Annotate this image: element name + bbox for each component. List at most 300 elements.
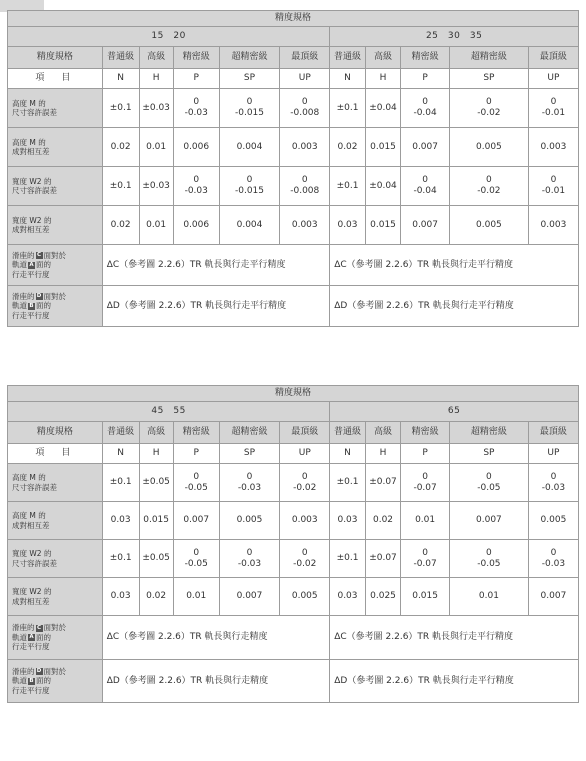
grade-code: SP xyxy=(449,69,528,89)
value-text: 0.01 xyxy=(478,591,499,602)
row-label xyxy=(8,206,103,245)
grade-code: N xyxy=(330,69,366,89)
value-text: 0.006 xyxy=(183,141,210,152)
row-label-line: 尺寸容許誤差 xyxy=(12,186,57,195)
value-cell xyxy=(139,540,173,578)
row-label xyxy=(8,660,103,703)
grade-header: 普通級 xyxy=(102,47,139,69)
value-text: -0.07 xyxy=(413,482,437,493)
label-text: 面的 xyxy=(36,301,51,311)
row-label xyxy=(8,464,103,502)
value-cell xyxy=(173,464,219,502)
value-text: 0 xyxy=(193,175,200,186)
value-cell xyxy=(365,578,401,616)
value-text: -0.03 xyxy=(237,482,262,493)
value-text: -0.03 xyxy=(541,482,566,493)
parallelism-note-left: ΔD（參考圖 2.2.6）TR 軌長與行走平行精度 xyxy=(102,286,330,327)
label-text: 面的 xyxy=(36,260,51,270)
value-text: 0.003 xyxy=(540,141,567,152)
label-text: 面對於 xyxy=(43,250,66,260)
row-label xyxy=(8,89,103,128)
value-cell xyxy=(330,464,366,502)
value-text: -0.03 xyxy=(541,558,566,569)
value-text: 0.003 xyxy=(291,515,318,526)
value-cell xyxy=(102,578,139,616)
row-label-line: 行走平行度 xyxy=(12,269,50,279)
value-text: 0 xyxy=(246,175,253,186)
row-label-line xyxy=(12,301,102,310)
parallelism-note-left: ΔD（參考圖 2.2.6）TR 軌長與行走精度 xyxy=(102,660,330,703)
value-text: -0.015 xyxy=(234,186,264,196)
value-text: ±0.03 xyxy=(142,102,170,113)
grade-header: 高級 xyxy=(139,422,173,444)
value-text: 0.01 xyxy=(146,141,167,152)
row-label-line: 成對相互差 xyxy=(12,225,50,234)
value-text: 0.004 xyxy=(236,141,263,152)
row-label-line: 寬度 W2 的 xyxy=(12,176,52,186)
value-cell xyxy=(365,167,401,206)
value-cell xyxy=(401,540,450,578)
grade-code: H xyxy=(365,69,401,89)
label-text: 面對於 xyxy=(43,291,66,301)
value-text: 0 xyxy=(301,97,308,108)
value-cell xyxy=(449,578,528,616)
grade-header: 最頂級 xyxy=(280,422,330,444)
value-cell xyxy=(528,167,578,206)
grade-header: 超精密級 xyxy=(449,47,528,69)
value-text: 0.025 xyxy=(370,591,396,602)
value-text: -0.05 xyxy=(184,482,208,493)
value-text: 0.007 xyxy=(412,219,438,230)
value-cell xyxy=(528,464,578,502)
table-row xyxy=(8,206,579,245)
grade-code: UP xyxy=(528,444,578,464)
size-group-right: 25 30 35 xyxy=(330,27,579,47)
grade-code: N xyxy=(330,444,366,464)
value-text: 0.003 xyxy=(291,141,318,152)
value-cell xyxy=(219,128,280,167)
grade-code: H xyxy=(139,444,173,464)
value-text: ±0.05 xyxy=(142,477,170,488)
value-text: 0 xyxy=(550,547,557,558)
grade-code: N xyxy=(102,444,139,464)
value-text: -0.05 xyxy=(184,558,208,569)
value-cell xyxy=(330,578,366,616)
value-cell xyxy=(365,89,401,128)
value-cell xyxy=(219,502,280,540)
value-cell xyxy=(365,128,401,167)
value-cell xyxy=(102,167,139,206)
row-label xyxy=(8,286,103,327)
value-cell xyxy=(219,206,280,245)
value-cell xyxy=(280,206,330,245)
value-text: ±0.07 xyxy=(369,477,397,488)
label-text: 軌道 xyxy=(12,632,27,642)
value-cell xyxy=(102,464,139,502)
value-cell xyxy=(280,128,330,167)
value-text: 0.005 xyxy=(291,591,318,602)
grade-code: UP xyxy=(280,444,330,464)
value-text: -0.03 xyxy=(184,108,208,118)
grade-code: P xyxy=(173,69,219,89)
value-cell xyxy=(449,464,528,502)
value-cell xyxy=(449,502,528,540)
value-text: ±0.1 xyxy=(336,553,359,564)
row-label-line: 高度 M 的 xyxy=(12,511,46,521)
value-text: 0 xyxy=(422,547,428,558)
size-group-left: 15 20 xyxy=(8,27,330,47)
grade-header: 普通級 xyxy=(330,422,366,444)
value-text: 0.007 xyxy=(412,141,438,152)
value-text: 0.004 xyxy=(236,219,263,230)
value-cell xyxy=(330,540,366,578)
table-row xyxy=(8,89,579,128)
face-key-badge: B xyxy=(29,677,34,684)
value-text: 0 xyxy=(193,547,200,558)
table-title: 精度規格 xyxy=(8,11,579,27)
face-key-badge: D xyxy=(36,668,42,675)
value-cell xyxy=(219,89,280,128)
row-label-line: 成對相互差 xyxy=(12,147,50,156)
row-label-line: 寬度 W2 的 xyxy=(12,587,52,597)
grade-code: P xyxy=(173,444,219,464)
value-text: 0 xyxy=(486,547,492,558)
value-text: 0.03 xyxy=(337,219,358,230)
row-label-line xyxy=(12,251,102,260)
value-text: 0 xyxy=(486,175,492,186)
value-text: 0.015 xyxy=(370,219,396,230)
value-cell xyxy=(528,206,578,245)
value-text: 0.02 xyxy=(146,591,167,602)
label-text: 面的 xyxy=(36,632,51,642)
value-text: 0.01 xyxy=(186,591,207,602)
value-cell xyxy=(449,167,528,206)
value-text: ±0.05 xyxy=(142,553,170,564)
value-cell xyxy=(219,167,280,206)
face-key-badge: D xyxy=(36,293,42,300)
value-text: -0.008 xyxy=(290,108,320,118)
row-label xyxy=(8,578,103,616)
value-cell xyxy=(449,540,528,578)
value-cell xyxy=(528,502,578,540)
value-cell xyxy=(401,206,450,245)
value-text: 0.02 xyxy=(337,141,358,152)
row-label xyxy=(8,128,103,167)
parallelism-note-left: ΔC（參考圖 2.2.6）TR 軌長與行走平行精度 xyxy=(102,245,330,286)
table-row xyxy=(8,502,579,540)
value-text: 0.02 xyxy=(110,219,131,230)
spec-table-15-35 xyxy=(7,10,579,327)
value-cell xyxy=(528,89,578,128)
value-cell xyxy=(139,167,173,206)
size-group-left: 45 55 xyxy=(8,402,330,422)
table-row xyxy=(8,464,579,502)
value-text: 0.003 xyxy=(291,219,318,230)
grade-header: 最頂級 xyxy=(280,47,330,69)
value-text: 0 xyxy=(301,547,308,558)
table-row xyxy=(8,167,579,206)
value-cell xyxy=(449,89,528,128)
value-cell xyxy=(173,89,219,128)
item-label: 項 目 xyxy=(8,69,103,89)
value-text: 0 xyxy=(246,471,253,482)
face-key-badge: A xyxy=(29,261,34,268)
row-label-line: 寬度 W2 的 xyxy=(12,549,52,559)
value-text: 0 xyxy=(422,175,428,186)
value-cell xyxy=(280,578,330,616)
grade-code: P xyxy=(401,69,450,89)
grade-code: H xyxy=(365,444,401,464)
grade-code: SP xyxy=(219,444,280,464)
value-cell xyxy=(102,128,139,167)
grade-header: 精密級 xyxy=(401,47,450,69)
face-key-badge: A xyxy=(29,634,34,641)
value-cell xyxy=(280,540,330,578)
value-text: -0.05 xyxy=(477,482,501,493)
value-text: -0.008 xyxy=(290,186,320,196)
spec-table-45-65 xyxy=(7,385,579,703)
row-label-line: 成對相互差 xyxy=(12,520,50,530)
label-text: 面的 xyxy=(36,676,51,686)
row-label-line xyxy=(12,633,102,642)
value-text: 0 xyxy=(422,471,428,482)
size-group-right: 65 xyxy=(330,402,579,422)
grade-code: SP xyxy=(219,69,280,89)
table-row xyxy=(8,578,579,616)
parallelism-note-right: ΔC（參考圖 2.2.6）TR 軌長與行走平行精度 xyxy=(330,245,579,286)
label-text: 滑座的 xyxy=(12,291,35,301)
value-text: ±0.1 xyxy=(336,477,359,488)
row-label-line xyxy=(12,676,102,685)
value-cell xyxy=(139,89,173,128)
grade-header: 高級 xyxy=(365,47,401,69)
value-cell xyxy=(330,89,366,128)
row-label-line: 行走平行度 xyxy=(12,310,50,320)
row-label-line: 高度 M 的 xyxy=(12,137,46,147)
value-text: -0.04 xyxy=(413,186,437,196)
value-cell xyxy=(449,206,528,245)
label-text: 軌道 xyxy=(12,260,27,270)
value-cell xyxy=(139,502,173,540)
value-text: 0.02 xyxy=(110,141,131,152)
value-cell xyxy=(401,578,450,616)
value-text: -0.02 xyxy=(293,482,317,493)
row-label xyxy=(8,502,103,540)
grade-code: H xyxy=(139,69,173,89)
label-text: 滑座的 xyxy=(12,666,35,676)
row-label-line: 高度 M 的 xyxy=(12,98,46,108)
face-key-badge: C xyxy=(36,252,42,259)
row-label-line: 高度 M 的 xyxy=(12,473,46,483)
row-label xyxy=(8,167,103,206)
grade-header: 超精密級 xyxy=(449,422,528,444)
value-text: 0 xyxy=(486,471,492,482)
value-cell xyxy=(173,502,219,540)
value-text: -0.05 xyxy=(477,558,501,569)
value-cell xyxy=(365,540,401,578)
value-cell xyxy=(139,464,173,502)
value-cell xyxy=(102,540,139,578)
value-cell xyxy=(173,206,219,245)
value-text: 0.006 xyxy=(183,219,210,230)
value-text: 0 xyxy=(246,547,253,558)
value-cell xyxy=(528,128,578,167)
value-cell xyxy=(280,464,330,502)
grade-header: 最頂級 xyxy=(528,422,578,444)
grade-code: P xyxy=(401,444,450,464)
value-text: ±0.04 xyxy=(369,102,397,113)
value-cell xyxy=(401,502,450,540)
grade-code: UP xyxy=(280,69,330,89)
label-text: 滑座的 xyxy=(12,623,35,633)
value-cell xyxy=(219,578,280,616)
value-text: ±0.1 xyxy=(109,477,132,488)
value-cell xyxy=(219,540,280,578)
value-text: 0.015 xyxy=(143,515,169,526)
value-cell xyxy=(280,89,330,128)
value-text: 0 xyxy=(550,471,557,482)
value-text: 0.005 xyxy=(476,219,502,230)
face-key-badge: C xyxy=(36,624,42,631)
value-text: 0.02 xyxy=(372,515,394,526)
value-text: ±0.1 xyxy=(109,553,132,564)
value-text: 0.007 xyxy=(476,515,502,526)
value-cell xyxy=(449,128,528,167)
value-cell xyxy=(102,89,139,128)
row-label-line: 尺寸容許誤差 xyxy=(12,482,57,492)
value-cell xyxy=(401,167,450,206)
row-label-line: 行走平行度 xyxy=(12,642,50,652)
face-key-badge: B xyxy=(29,302,34,309)
parallelism-note-left: ΔC（參考圖 2.2.6）TR 軌長與行走精度 xyxy=(102,616,330,660)
value-text: ±0.07 xyxy=(369,553,397,564)
value-cell xyxy=(219,464,280,502)
value-cell xyxy=(528,540,578,578)
value-cell xyxy=(528,578,578,616)
value-text: ±0.04 xyxy=(369,180,397,191)
value-text: ±0.1 xyxy=(336,102,359,113)
header-label: 精度規格 xyxy=(8,422,103,444)
value-text: -0.01 xyxy=(541,186,566,196)
value-text: -0.015 xyxy=(234,108,264,118)
table-row xyxy=(8,616,579,660)
value-text: -0.03 xyxy=(237,558,262,569)
value-text: 0 xyxy=(193,97,200,108)
value-text: 0.007 xyxy=(183,515,210,526)
row-label-line xyxy=(12,623,102,632)
value-text: 0.005 xyxy=(236,515,263,526)
value-cell xyxy=(102,206,139,245)
value-cell xyxy=(365,206,401,245)
grade-header: 超精密級 xyxy=(219,422,280,444)
row-label-line: 尺寸容許誤差 xyxy=(12,558,57,568)
value-cell xyxy=(280,502,330,540)
value-text: 0 xyxy=(550,97,557,108)
table-row xyxy=(8,128,579,167)
grade-code: UP xyxy=(528,69,578,89)
grade-header: 精密級 xyxy=(173,47,219,69)
value-text: 0.03 xyxy=(110,515,131,526)
value-cell xyxy=(139,206,173,245)
table-row xyxy=(8,245,579,286)
row-label-line: 寬度 W2 的 xyxy=(12,215,52,225)
value-text: 0.01 xyxy=(415,515,436,526)
value-cell xyxy=(173,167,219,206)
row-label xyxy=(8,245,103,286)
row-label-line: 行走平行度 xyxy=(12,685,50,695)
value-cell xyxy=(330,167,366,206)
value-cell xyxy=(139,128,173,167)
value-text: -0.07 xyxy=(413,558,437,569)
value-text: -0.02 xyxy=(477,108,501,118)
value-text: 0.005 xyxy=(476,141,502,152)
value-text: 0.03 xyxy=(110,591,131,602)
header-label: 精度規格 xyxy=(8,47,103,69)
grade-header: 最頂級 xyxy=(528,47,578,69)
value-cell xyxy=(173,540,219,578)
grade-header: 普通級 xyxy=(330,47,366,69)
value-text: 0 xyxy=(246,97,253,108)
value-text: -0.01 xyxy=(541,108,566,118)
value-text: 0.007 xyxy=(540,591,567,602)
value-cell xyxy=(102,502,139,540)
value-text: ±0.03 xyxy=(142,180,170,191)
row-label-line: 成對相互差 xyxy=(12,596,50,606)
value-text: 0 xyxy=(301,471,308,482)
value-text: 0 xyxy=(486,97,492,108)
value-cell xyxy=(365,502,401,540)
grade-header: 高級 xyxy=(139,47,173,69)
row-label xyxy=(8,616,103,660)
value-text: -0.04 xyxy=(413,108,437,118)
row-label xyxy=(8,540,103,578)
row-label-line: 尺寸容許誤差 xyxy=(12,108,57,117)
grade-header: 精密級 xyxy=(401,422,450,444)
value-text: 0.03 xyxy=(337,591,358,602)
value-cell xyxy=(365,464,401,502)
grade-header: 普通級 xyxy=(102,422,139,444)
value-cell xyxy=(330,206,366,245)
value-text: ±0.1 xyxy=(109,102,132,113)
value-text: 0.03 xyxy=(337,515,358,526)
value-cell xyxy=(173,128,219,167)
parallelism-note-right: ΔD（參考圖 2.2.6）TR 軌長與行走平行精度 xyxy=(330,660,579,703)
value-cell xyxy=(280,167,330,206)
label-text: 面對於 xyxy=(43,666,66,676)
value-cell xyxy=(330,502,366,540)
value-cell xyxy=(173,578,219,616)
value-text: 0.003 xyxy=(540,219,567,230)
parallelism-note-right: ΔD（參考圖 2.2.6）TR 軌長與行走平行精度 xyxy=(330,286,579,327)
row-label-line xyxy=(12,292,102,301)
value-text: ±0.1 xyxy=(336,180,359,191)
grade-header: 超精密級 xyxy=(219,47,280,69)
grade-code: SP xyxy=(449,444,528,464)
item-label: 項 目 xyxy=(8,444,103,464)
label-text: 軌道 xyxy=(12,676,27,686)
value-text: 0.005 xyxy=(540,515,567,526)
table-row xyxy=(8,286,579,327)
label-text: 滑座的 xyxy=(12,250,35,260)
parallelism-note-right: ΔC（參考圖 2.2.6）TR 軌長與行走平行精度 xyxy=(330,616,579,660)
value-text: -0.02 xyxy=(293,558,317,569)
value-text: 0.01 xyxy=(146,219,167,230)
grade-header: 高級 xyxy=(365,422,401,444)
grade-code: N xyxy=(102,69,139,89)
value-text: 0 xyxy=(550,175,557,186)
value-cell xyxy=(401,128,450,167)
table-row xyxy=(8,540,579,578)
